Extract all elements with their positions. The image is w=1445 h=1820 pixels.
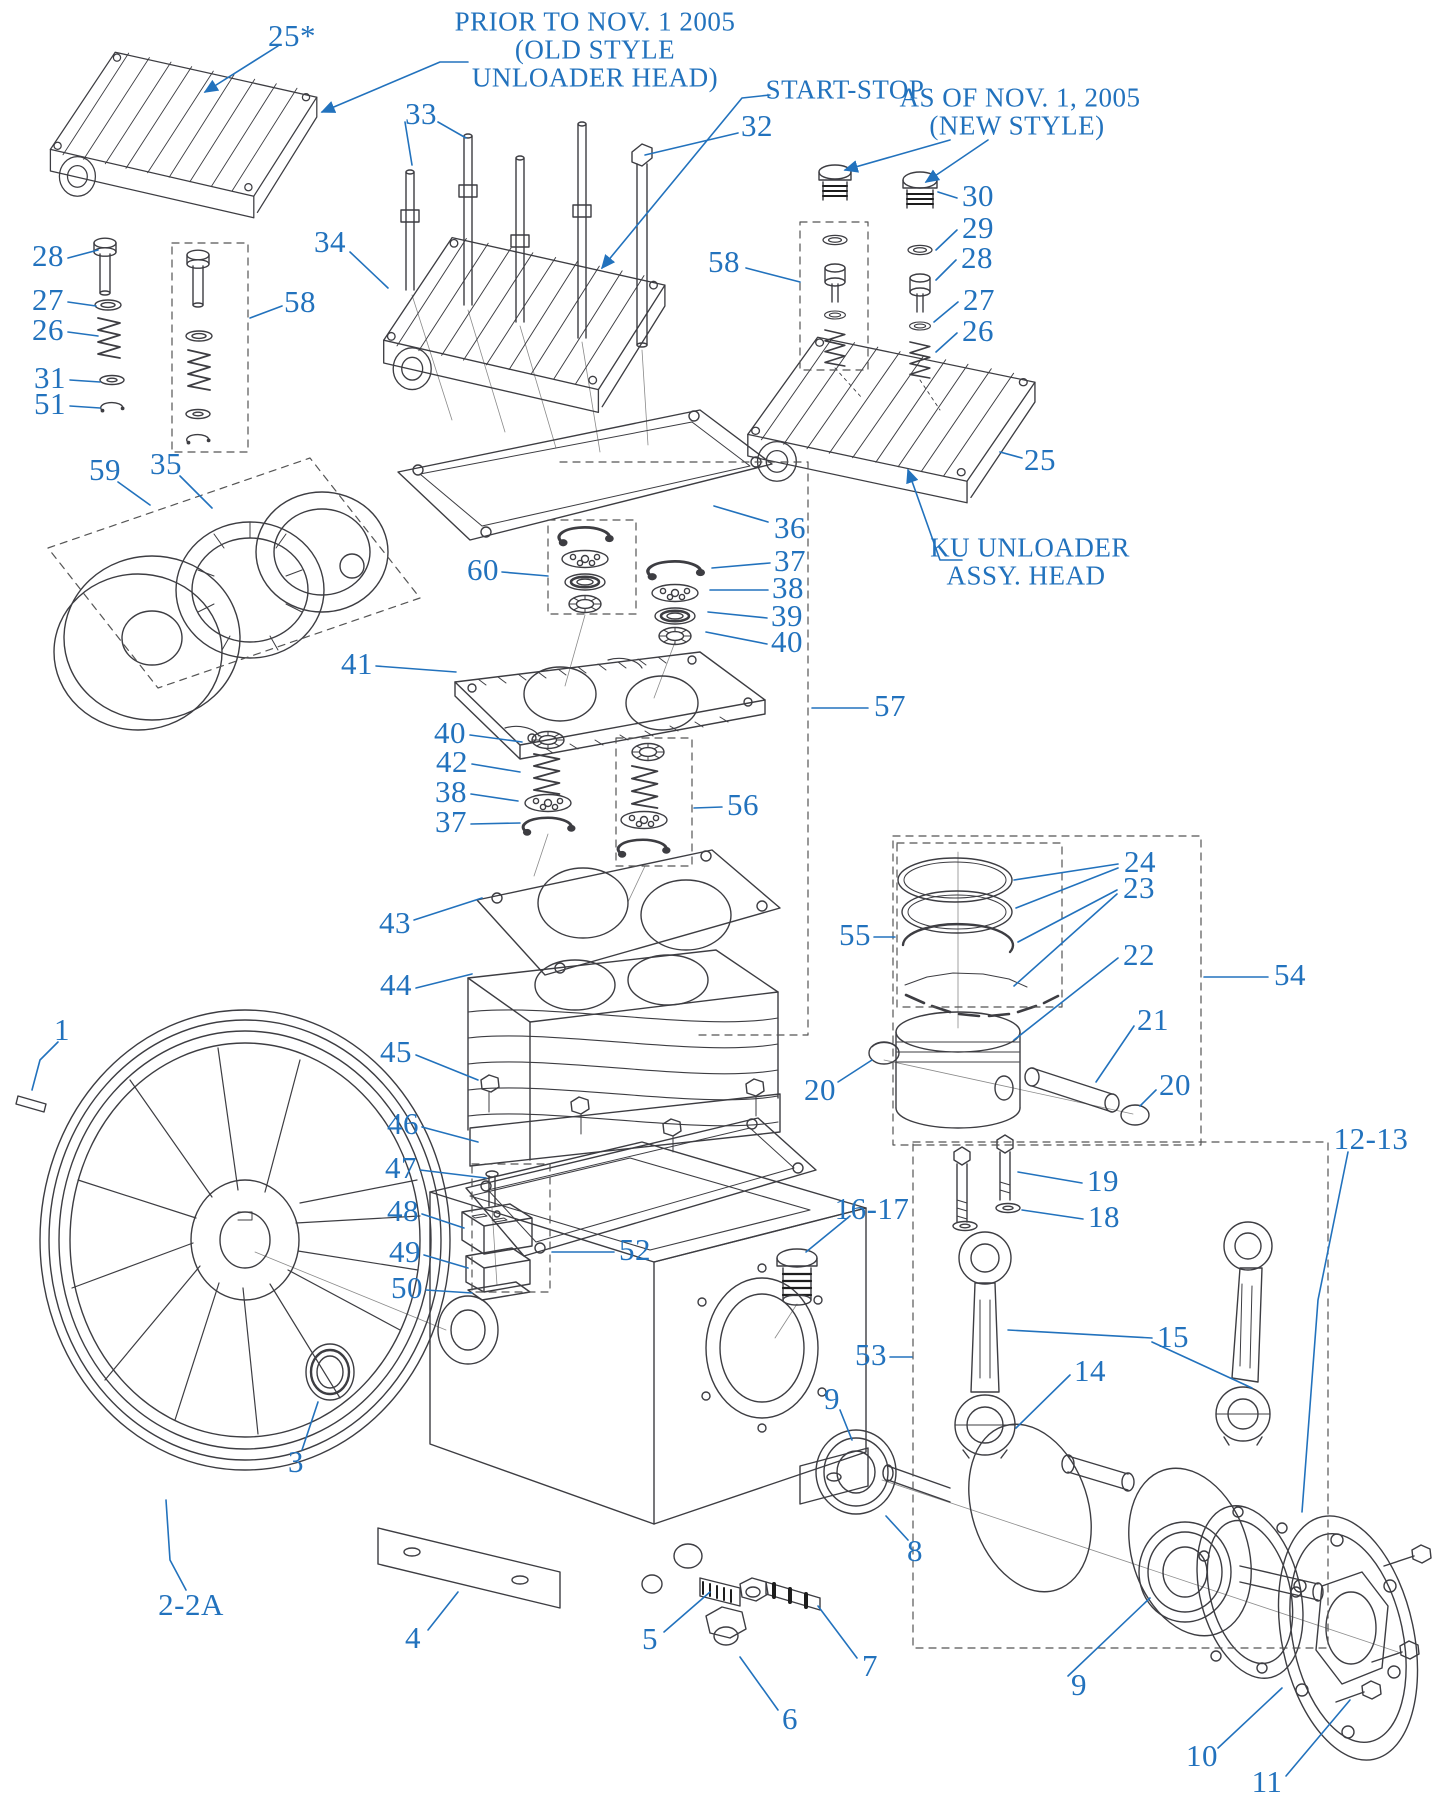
box-58-left xyxy=(172,243,248,452)
label-58-left: 58 xyxy=(284,284,316,319)
note-ku-line2: ASSY. HEAD xyxy=(946,560,1106,591)
part-label-14: 14 xyxy=(1074,1353,1106,1388)
unloader-parts-left xyxy=(94,238,212,444)
part-label-21: 21 xyxy=(1137,1002,1169,1037)
shaft-seal xyxy=(306,1344,354,1400)
label-27-left: 27 xyxy=(32,282,64,317)
part-label-12-13: 12-13 xyxy=(1333,1121,1409,1156)
part-label-56: 56 xyxy=(727,787,759,822)
label-40-upper: 40 xyxy=(771,624,803,659)
valve-parts-upper xyxy=(559,527,703,644)
unloader-parts-right xyxy=(819,165,940,410)
part-label-32: 32 xyxy=(741,108,773,143)
part-label-29: 29 xyxy=(962,210,994,245)
note-asof-line2: (NEW STYLE) xyxy=(929,110,1105,141)
cylinder-gasket-43 xyxy=(477,850,780,975)
cylinder-44 xyxy=(468,950,780,1166)
part-label-52: 52 xyxy=(619,1232,651,1267)
part-label-30: 30 xyxy=(962,178,994,213)
connecting-rod-assembly xyxy=(953,1135,1272,1458)
note-prior-line3: UNLOADER HEAD) xyxy=(471,62,719,93)
part-label-42: 42 xyxy=(436,744,468,779)
flywheel xyxy=(40,1010,450,1470)
crankcase xyxy=(378,1142,868,1608)
part-label-59: 59 xyxy=(89,452,121,487)
part-label-45: 45 xyxy=(380,1034,412,1069)
part-label-7: 7 xyxy=(862,1648,878,1683)
part-label-46: 46 xyxy=(387,1106,419,1141)
part-label-33: 33 xyxy=(405,96,437,131)
part-label-22: 22 xyxy=(1123,937,1155,972)
head-gasket-36 xyxy=(398,410,772,540)
part-label-41: 41 xyxy=(341,646,373,681)
part-label-18: 18 xyxy=(1088,1199,1120,1234)
note-prior-line1: PRIOR TO NOV. 1 2005 xyxy=(454,6,736,37)
label-28-left: 28 xyxy=(32,238,64,273)
base-gasket-46 xyxy=(466,1118,816,1256)
label-9-left: 9 xyxy=(824,1381,840,1416)
leader-lines xyxy=(32,46,1350,1776)
part-label-53: 53 xyxy=(855,1337,887,1372)
part-label-54: 54 xyxy=(1274,957,1306,992)
note-asof-line1: AS OF NOV. 1, 2005 xyxy=(899,82,1141,113)
label-37-lower: 37 xyxy=(435,804,467,839)
box-57 xyxy=(560,462,808,1035)
part-label-4: 4 xyxy=(405,1620,421,1655)
old-style-unloader-head xyxy=(50,52,316,218)
part-label-19: 19 xyxy=(1087,1163,1119,1198)
part-label-1: 1 xyxy=(54,1012,70,1047)
plugs-and-fittings xyxy=(700,1249,820,1645)
label-20-right: 20 xyxy=(1159,1067,1191,1102)
part-label-6: 6 xyxy=(782,1701,798,1736)
part-label-47: 47 xyxy=(385,1150,417,1185)
label-37-upper: 37 xyxy=(774,543,806,578)
label-20-left: 20 xyxy=(804,1072,836,1107)
shaft-key xyxy=(16,1096,46,1112)
label-27-right: 27 xyxy=(963,282,995,317)
part-label-51: 51 xyxy=(34,386,66,421)
note-ku-line1: KU UNLOADER xyxy=(930,532,1130,563)
part-label-31: 31 xyxy=(34,360,66,395)
part-label-3: 3 xyxy=(288,1444,304,1479)
part-label-23: 23 xyxy=(1123,870,1155,905)
label-25-star: 25* xyxy=(268,18,316,53)
label-26-left: 26 xyxy=(32,312,64,347)
part-label-35: 35 xyxy=(150,446,182,481)
part-label-60: 60 xyxy=(467,552,499,587)
part-label-5: 5 xyxy=(642,1621,658,1656)
ku-unloader-assy-head xyxy=(748,337,1035,503)
part-label-57: 57 xyxy=(874,688,906,723)
group-boxes xyxy=(48,222,1328,1648)
part-label-25: 25 xyxy=(1024,442,1056,477)
part-label-39: 39 xyxy=(771,598,803,633)
part-label-11: 11 xyxy=(1251,1764,1283,1799)
crankshaft-and-bearings xyxy=(816,1408,1438,1773)
label-26-right: 26 xyxy=(962,313,994,348)
note-prior-line2: (OLD STYLE xyxy=(514,34,676,65)
label-38-lower: 38 xyxy=(435,774,467,809)
part-label-16-17: 16-17 xyxy=(834,1191,910,1226)
label-58-right: 58 xyxy=(708,244,740,279)
note-start-stop: START-STOP xyxy=(765,74,925,105)
label-40-lower: 40 xyxy=(434,715,466,750)
box-56 xyxy=(616,738,692,866)
part-label-49: 49 xyxy=(389,1234,421,1269)
part-label-10: 10 xyxy=(1186,1738,1218,1773)
part-label-34: 34 xyxy=(314,224,346,259)
part-label-15: 15 xyxy=(1157,1319,1189,1354)
part-label-48: 48 xyxy=(387,1193,419,1228)
valve-parts-lower xyxy=(523,732,669,857)
label-28-right: 28 xyxy=(961,240,993,275)
intake-filter-assembly xyxy=(54,492,388,730)
label-9-right: 9 xyxy=(1071,1667,1087,1702)
part-label-2-2a: 2-2A xyxy=(158,1587,224,1622)
part-label-8: 8 xyxy=(907,1533,923,1568)
box-54 xyxy=(893,836,1201,1145)
part-label-24: 24 xyxy=(1124,844,1156,879)
part-label-44: 44 xyxy=(380,967,412,1002)
head-bolts-32-33 xyxy=(401,122,652,347)
part-label-36: 36 xyxy=(774,510,806,545)
part-label-43: 43 xyxy=(379,905,411,940)
label-38-upper: 38 xyxy=(772,570,804,605)
valve-plate-41 xyxy=(455,652,765,759)
part-label-55: 55 xyxy=(839,917,871,952)
part-label-50: 50 xyxy=(391,1270,423,1305)
